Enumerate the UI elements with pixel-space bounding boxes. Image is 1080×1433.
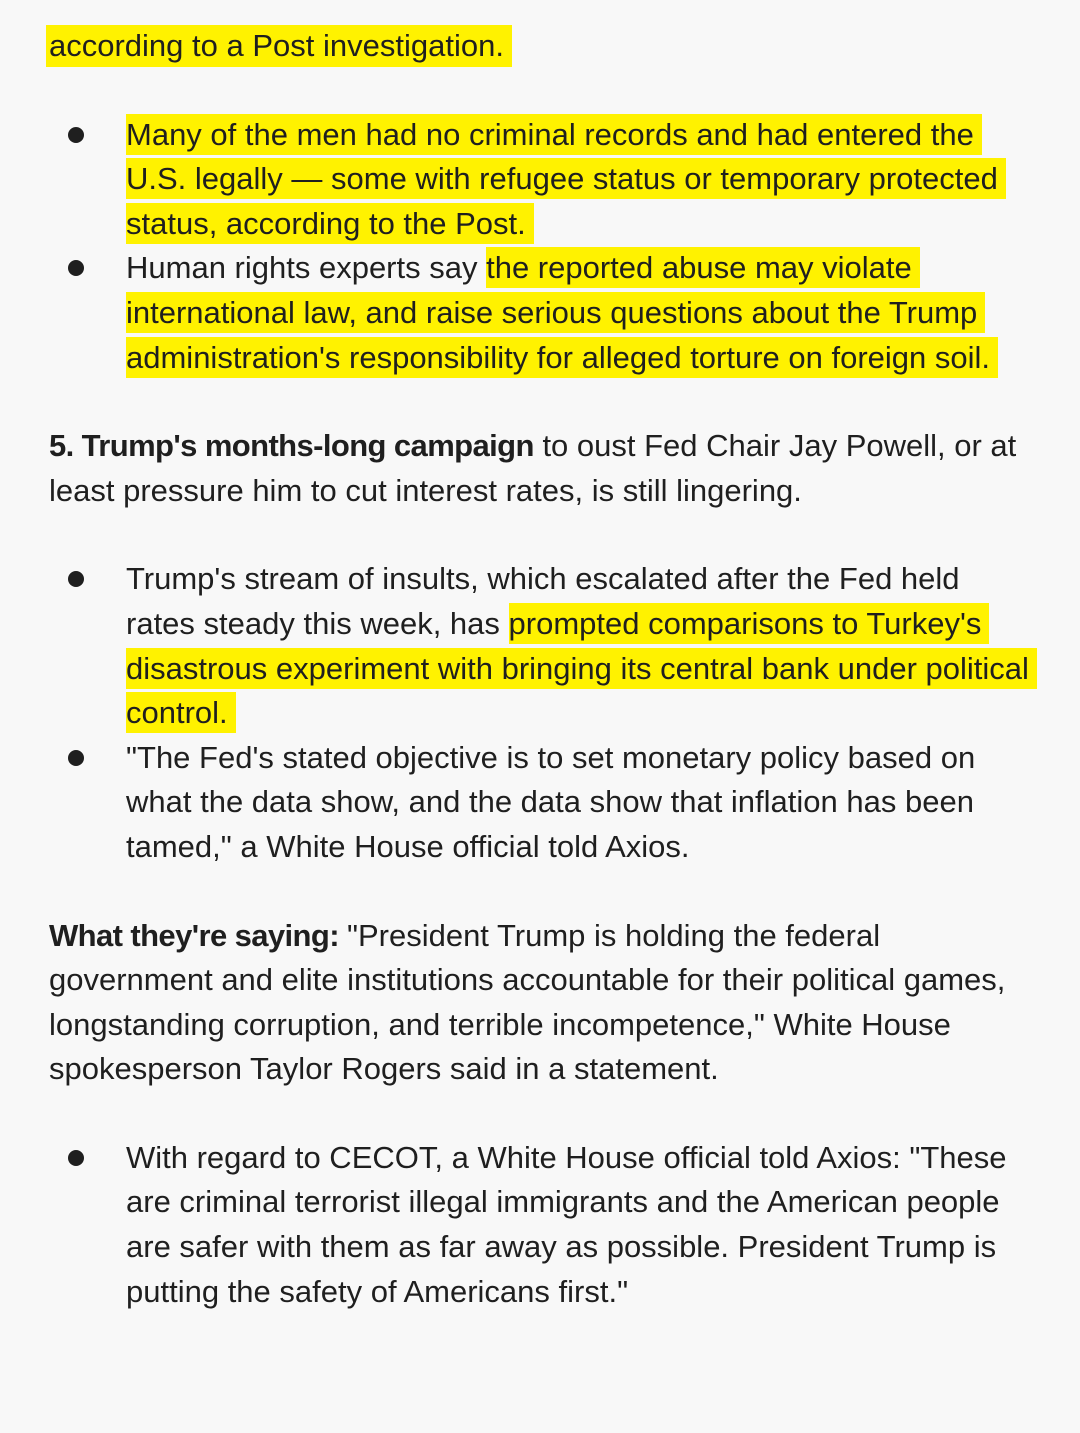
list-item (0, 113, 1080, 247)
list-item (0, 246, 1080, 380)
section-5-paragraph (0, 424, 1080, 513)
bullet-icon (68, 750, 84, 766)
bullet-list-cecot (0, 1136, 1080, 1314)
list-item (0, 736, 1080, 870)
what-theyre-saying-paragraph (0, 914, 1080, 1092)
bullet-list-fed (0, 557, 1080, 869)
highlighted-text: prompted comparisons to Turkey's disastrous experiment with bringing its central bank under political control. (126, 603, 1037, 733)
list-item-text: Trump's stream of insults, which escalated after the Fed held rates steady this week, has (126, 561, 960, 641)
bullet-icon (68, 571, 84, 587)
bullet-icon (68, 1150, 84, 1166)
lead-paragraph (0, 24, 1080, 69)
list-item (0, 557, 1080, 735)
highlighted-text: according to a Post investigation. (46, 25, 512, 67)
bullet-icon (68, 260, 84, 276)
list-item (0, 1136, 1080, 1314)
section-heading: 5. Trump's months-long campaign (49, 428, 534, 464)
highlighted-text: Many of the men had no criminal records and had entered the U.S. legally — some with refugee status or temporary protected status, according to the Post. (126, 114, 1006, 244)
bullet-list-post-findings (0, 113, 1080, 381)
section-text: "President Trump is holding the federal government and elite institutions accountable for their political games, longstanding corruption, and terrible incompetence," White House spokesperson Taylor Rogers said in a statement. (49, 917, 1006, 1087)
bullet-icon (68, 127, 84, 143)
section-text: to oust Fed Chair Jay Powell, or at least pressure him to cut interest rates, is still lingering. (49, 428, 1017, 508)
list-item-text: With regard to CECOT, a White House official told Axios: "These are criminal terrorist illegal immigrants and the American people are safer with them as far away as possible. President Trump is putting the safety of Americans first." (126, 1139, 1007, 1309)
list-item-text: Human rights experts say (126, 250, 487, 286)
list-item-text: "The Fed's stated objective is to set monetary policy based on what the data show, and the data show that inflation has been tamed," a White House official told Axios. (126, 739, 976, 864)
highlighted-text: the reported abuse may violate international law, and raise serious questions about the Trump administration's responsibility for alleged torture on foreign soil. (126, 247, 998, 377)
article-body (0, 24, 1080, 1314)
section-heading: What they're saying: (49, 917, 347, 953)
